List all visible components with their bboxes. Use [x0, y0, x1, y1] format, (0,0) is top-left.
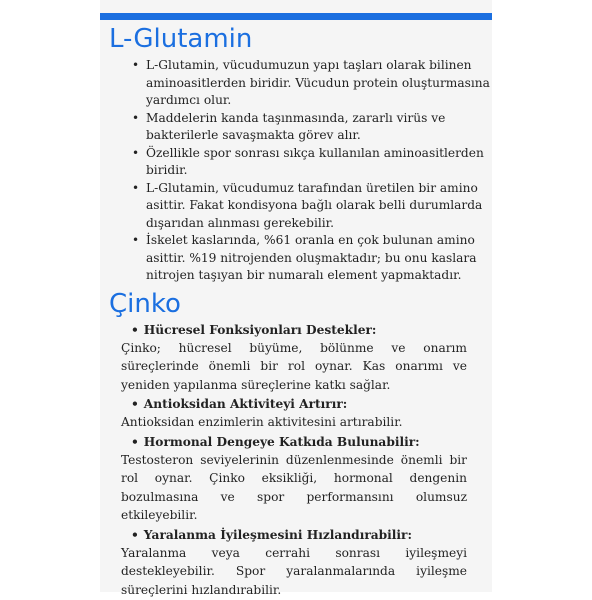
list-item: • Maddelerin kanda taşınmasında, zararlı virüs ve bakterilerle savaşmakta görev alır. — [135, 110, 492, 145]
zinc-subheading-label: Hormonal Dengeye Katkıda Bulunabilir: — [143, 434, 420, 449]
list-item: • L-Glutamin, vücudumuz tarafından üretilen bir amino asittir. Fakat kondisyona bağlı olarak belli durumlarda dışarıdan alınması gerekebilir. — [135, 180, 492, 233]
zinc-subheading — [121, 433, 467, 451]
zinc-description: Testosteron seviyelerinin düzenlenmesinde önemli bir rol oynar. Çinko eksikliği, hormonal dengenin bozulmasına ve spor performansını olumsuz etkileyebilir. — [121, 452, 467, 522]
bullet-icon: • — [131, 322, 139, 337]
list-item: • L-Glutamin, vücudumuzun yapı taşları olarak bilinen aminoasitlerden biridir. Vücudun protein oluşturmasına yardımcı olur. — [135, 57, 492, 110]
zinc-description: Antioksidan enzimlerin aktivitesini artırabilir. — [121, 415, 403, 429]
zinc-subheading — [121, 526, 467, 544]
zinc-subheading — [121, 321, 467, 339]
zinc-title: Çinko — [109, 288, 181, 319]
zinc-subheading-label: Hücresel Fonksiyonları Destekler: — [143, 322, 377, 337]
list-item: • İskelet kaslarında, %61 oranla en çok bulunan amino asittir. %19 nitrojenden oluşmaktadır; bu onu kaslara nitrojen taşıyan bir numaralı element yapmaktadır. — [135, 232, 492, 285]
list-item: • Özellikle spor sonrası sıkça kullanılan aminoasitlerden biridir. — [135, 145, 492, 180]
bullet-icon: • — [131, 434, 139, 449]
zinc-subheading-label: Yaralanma İyileşmesini Hızlandırabilir: — [143, 527, 412, 542]
zinc-subheading — [121, 395, 467, 413]
glutamine-title: L-Glutamin — [109, 24, 253, 54]
zinc-subheading-label: Antioksidan Aktiviteyi Artırır: — [143, 397, 348, 411]
article — [100, 20, 492, 600]
zinc-section — [100, 317, 492, 600]
bullet-icon: • — [131, 527, 139, 542]
bullet-icon: • — [131, 397, 139, 411]
zinc-description: Yaralanma veya cerrahi sonrası iyileşmeyi destekleyebilir. Spor yaralanmalarında iyileşme süreçlerini hızlandırabilir. — [121, 545, 467, 597]
zinc-description: Çinko; hücresel büyüme, bölünme ve onarım süreçlerinde önemli bir rol oynar. Kas onarımı ve yeniden yapılanma süreçlerine katkı sağlar. — [121, 340, 467, 392]
accent-bar — [100, 13, 492, 20]
glutamine-list — [100, 57, 492, 285]
